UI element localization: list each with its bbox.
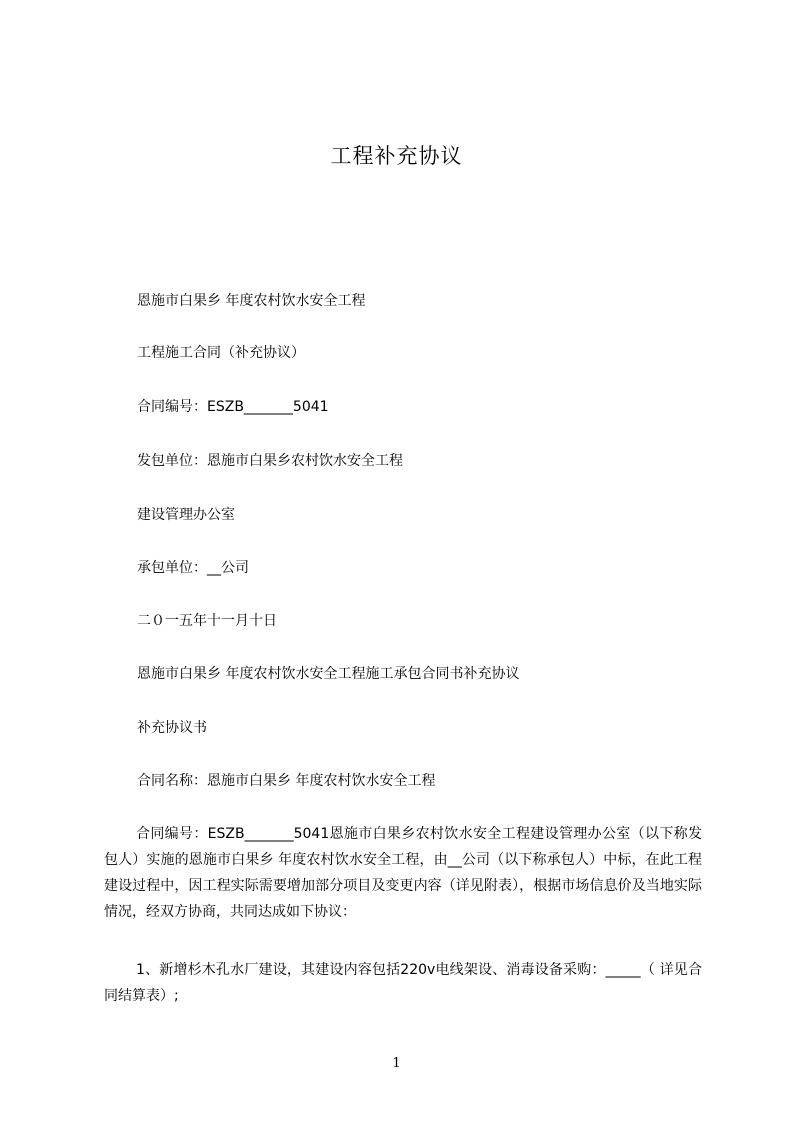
contractor-line: 承包单位：__公司 bbox=[137, 560, 249, 576]
date-line: 二０一五年十一月十日 bbox=[137, 613, 277, 629]
body-paragraph-item-1: 1、新增杉木孔水厂建设，其建设内容包括220v电线架设、消毒设备采购：_____（ 详见合同结算表）; bbox=[104, 962, 702, 1004]
document-title: 工程补充协议 bbox=[330, 144, 463, 168]
agreement-heading-line: 恩施市白果乡 年度农村饮水安全工程施工承包合同书补充协议 bbox=[137, 666, 520, 682]
page-number: 1 bbox=[392, 1056, 401, 1071]
body-paragraph-intro: 合同编号：ESZB_______5041恩施市白果乡农村饮水安全工程建设管理办公室（以下称发包人）实施的恩施市白果乡 年度农村饮水安全工程，由__公司（以下称承包人）中标，在此工程建设过程中，因工程实际需要增加部分项目及变更内容（详见附表），根据市场信息价及当地实际情况，经双方协商，共同达成如下协议： bbox=[104, 826, 702, 920]
contract-number-line: 合同编号：ESZB_______5041 bbox=[137, 399, 329, 415]
employer-office-line: 建设管理办公室 bbox=[137, 507, 235, 523]
employer-line: 发包单位：恩施市白果乡农村饮水安全工程 bbox=[137, 453, 403, 469]
contract-subtitle-line: 工程施工合同（补充协议） bbox=[137, 345, 305, 361]
contract-name-line: 合同名称：恩施市白果乡 年度农村饮水安全工程 bbox=[137, 773, 436, 789]
project-name-line: 恩施市白果乡 年度农村饮水安全工程 bbox=[137, 293, 366, 309]
agreement-book-line: 补充协议书 bbox=[137, 720, 207, 736]
